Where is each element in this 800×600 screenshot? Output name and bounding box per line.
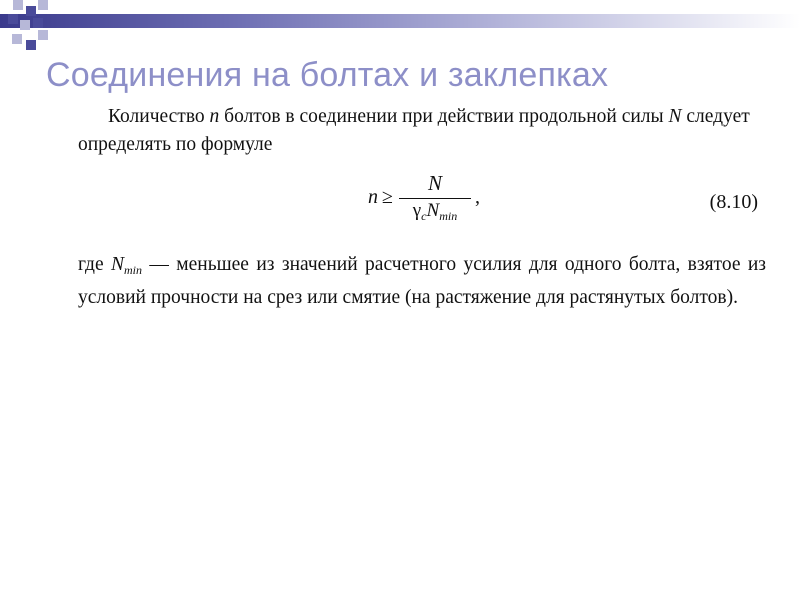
- formula: [368, 171, 480, 224]
- slide-title: Соединения на болтах и заклепках: [46, 56, 609, 94]
- text-fragment: где: [78, 254, 111, 275]
- gamma-symbol: γ: [412, 200, 422, 221]
- text-fragment: следует определять по формуле: [78, 106, 750, 155]
- decor-square: [26, 6, 36, 16]
- variable-n: n: [209, 106, 220, 127]
- formula-denominator: [413, 199, 457, 224]
- denominator-subscript: min: [439, 209, 458, 223]
- formula-numerator: N: [427, 171, 442, 195]
- formula-row: [78, 171, 766, 243]
- gamma-subscript: c: [421, 209, 427, 223]
- paragraph-intro: [78, 103, 766, 159]
- text-fragment: — меньшее из значений расчетного усилия для одного болта, взятое из условий прочности на срез или смятие (на растяжение для растянутых болтов).: [78, 254, 766, 308]
- decor-square: [26, 40, 36, 50]
- formula-lhs: n: [368, 186, 378, 208]
- text-fragment: Количество: [108, 106, 210, 127]
- variable-N: N: [668, 106, 682, 127]
- decor-square: [38, 30, 48, 40]
- decor-square: [38, 0, 48, 10]
- paragraph-definition: [78, 251, 766, 311]
- variable-Nmin: N: [111, 254, 125, 275]
- formula-relation: ≥: [382, 186, 393, 208]
- formula-fraction: [399, 171, 471, 224]
- decor-square: [8, 14, 18, 24]
- decorative-header-bar: [0, 14, 800, 28]
- formula-comma: ,: [474, 186, 480, 208]
- slide-body: [78, 103, 766, 311]
- decor-square: [33, 18, 43, 28]
- denominator-variable: N: [426, 200, 440, 221]
- equation-number: (8.10): [709, 191, 758, 213]
- variable-subscript: min: [124, 263, 143, 277]
- text-fragment: болтов в соединении при действии продольной силы: [219, 106, 669, 127]
- decor-square: [20, 20, 30, 30]
- decor-square: [12, 34, 22, 44]
- decor-square: [13, 0, 23, 10]
